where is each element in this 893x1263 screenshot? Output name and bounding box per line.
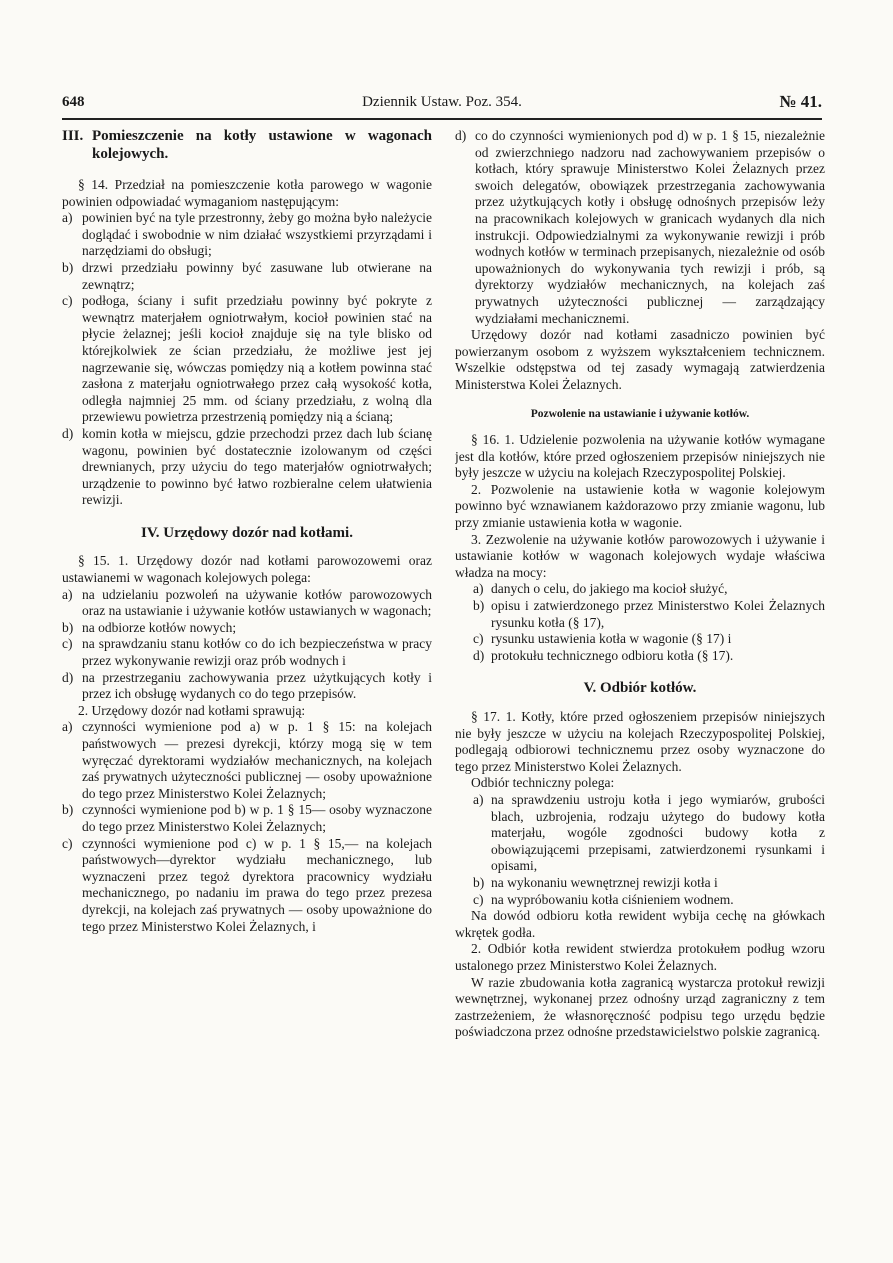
paragraph-16-list — [455, 581, 825, 664]
list-item — [62, 719, 432, 802]
list-label: c) — [62, 636, 73, 652]
section-number: III. — [62, 128, 84, 144]
list-text: czynności wymienione pod a) w p. 1 § 15: na kolejach państwowych — prezesi dyrekcji, którzy mogą się w tem wyręczać dyrektorami wydziałów mechanicznych, na kolejach zaś prywatnych użyteczności publicznej — osoby upoważnione do tego przez Ministerstwo Kolei Żelaznych; — [82, 719, 432, 801]
list-item — [62, 293, 432, 426]
list-item — [473, 648, 825, 665]
list-text: na udzielaniu pozwoleń na używanie kotłów parowozowych oraz na ustawianie i używanie kotłów ustawianych w wagonach; — [82, 586, 432, 619]
list-label: a) — [62, 210, 73, 226]
list-label: d) — [62, 425, 74, 441]
list-text: rysunku ustawienia kotła w wagonie (§ 17) i — [491, 631, 732, 647]
list-label: b) — [62, 619, 74, 635]
page-header — [62, 92, 822, 116]
section-iv-heading: IV. Urzędowy dozór nad kotłami. — [141, 524, 353, 541]
list-item — [62, 426, 432, 509]
list-text: na wykonaniu wewnętrznej rewizji kotła i — [491, 874, 718, 890]
paragraph-16-2: 2. Pozwolenie na ustawienie kotła w wagonie kolejowym powinno być wznawianem każdorazowo przy zmianie wagonu, lub przy zmianie ustawienia kotła w wagonie. — [455, 481, 825, 531]
list-text: protokułu technicznego odbioru kotła (§ 17). — [491, 647, 734, 663]
list-label: a) — [62, 719, 73, 735]
list-text: na odbiorze kotłów nowych; — [82, 619, 237, 635]
list-item — [473, 581, 825, 598]
paragraph-15-list — [62, 587, 432, 703]
list-label: d) — [473, 647, 485, 663]
list-text: na wypróbowaniu kotła ciśnieniem wodnem. — [491, 891, 734, 907]
left-column — [62, 128, 432, 1208]
list-item — [455, 128, 825, 327]
list-item — [62, 802, 432, 835]
paragraph-17-2: 2. Odbiór kotła rewident stwierdza protokułem podług wzoru ustalonego przez Ministerstwo Kolei Żelaznych. — [455, 941, 825, 973]
subsection-heading: Pozwolenie na ustawianie i używanie kotłów. — [530, 407, 750, 420]
paragraph-15-2-intro: 2. Urzędowy dozór nad kotłami sprawują: — [78, 702, 306, 718]
list-label: b) — [62, 802, 74, 818]
list-item — [62, 587, 432, 620]
list-item — [62, 670, 432, 703]
paragraph-14-list — [62, 210, 432, 509]
list-item — [62, 260, 432, 293]
list-text: czynności wymienione pod b) w p. 1 § 15— osoby wyznaczone do tego przez Ministerstwo Kolei Żelaznych; — [82, 802, 432, 834]
section-title: Pomieszczenie na kotły ustawione w wagonach kolejowych. — [92, 128, 432, 162]
page-number: 648 — [62, 94, 85, 110]
list-label: a) — [473, 791, 484, 807]
list-label: b) — [473, 598, 485, 614]
list-text: co do czynności wymienionych pod d) w p. 1 § 15, niezależnie od zwierzchniego nadzoru nad zachowywaniem przepisów o kotłach, który sprawuje Ministerstwo Kolei Żelaznych przez swoich delegatów, obowiązek przestrzegania zachowywania przez użytkujących kotły i obsługę odnośnych przepisów leży na pracownikach kolejowych w granicach wydanych dla nich instrukcji. Odpowiedzialnymi za wykonywanie rewizji i prób wodnych kotłów w terminach przepisanych, niezależnie od osób upoważnionych do wykonywania tych rewizji i prób, są dyrektorzy wydziałów mechanicznych, na kolejach zaś prywatnych użyteczności publicznej — zarządzający wydziałami mechanicznemi. — [475, 128, 825, 326]
list-label: a) — [62, 586, 73, 602]
issue-number: № 41. — [779, 92, 822, 111]
paragraph-14-intro: § 14. Przedział na pomieszczenie kotła parowego w wagonie powinien odpowiadać wymaganiom następującym: — [62, 177, 432, 209]
list-text: powinien być na tyle przestronny, żeby go można było należycie doglądać i swobodnie w nim działać wszystkiemi przyrządami i narzędziami do obsługi; — [82, 210, 432, 259]
paragraph-15-closing: Urzędowy dozór nad kotłami zasadniczo powinien być powierzanym osobom z wyższem wykształceniem technicznem. Wszelkie odstępstwa od tej zasady wymagają zatwierdzenia Ministerstwa Kolei Żelaznych. — [455, 327, 825, 392]
list-label: a) — [473, 581, 484, 597]
paragraph-16-1: § 16. 1. Udzielenie pozwolenia na używanie kotłów wymagane jest dla kotłów, które przed ogłoszeniem przepisów niniejszych nie były jeszcze w użyciu na kolejach Rzeczypospolitej Polskiej. — [455, 432, 825, 481]
journal-title: Dziennik Ustaw. Poz. 354. — [362, 94, 522, 110]
list-text: podłoga, ściany i sufit przedziału powinny być pokryte z wewnątrz materjałem ogniotrwałym, kocioł powinien stać na płycie żelaznej; jeśli kocioł znajduje się na tyle blisko od którejkolwiek ze ścian przedziału, że możliwe jest jej nagrzewanie się, wówczas pomiędzy nią a kotłem powinna stać zasłona z materjału ogniotrwałego przez całą wysokość kotła, odległa najmniej 25 mm. od ściany przedziału, z wolną dla przewiewu powietrza przestrzenią pomiędzy nią a ścianą; — [82, 293, 432, 425]
list-label: c) — [62, 293, 73, 309]
list-label: d) — [62, 669, 74, 685]
header-rule — [62, 118, 822, 120]
list-text: na sprawdzeniu ustroju kotła i jego wymiarów, grubości blach, uzbrojenia, rodzaju użytego do budowy kotła materjału, wogóle zgodności budowy kotła z obowiązującemi przepisami, zatwierdzonemi rysunkami i opisami, — [491, 791, 825, 874]
paragraph-15-intro: § 15. 1. Urzędowy dozór nad kotłami parowozowemi oraz ustawianemi w wagonach kolejowych polega: — [62, 553, 432, 586]
paragraph-17-3: W razie zbudowania kotła zagranicą wystarcza protokuł rewizji wewnętrznej, wykonanej przez odnośny urząd zagraniczny z tem zastrzeżeniem, że własnoręczność podpisu tego urzędu będzie poświadczona przez odnośne przedstawicielstwo polskie zagranicą. — [455, 974, 825, 1040]
paragraph-17-list — [455, 792, 825, 908]
paragraph-17-odbior: Odbiór techniczny polega: — [471, 775, 615, 791]
paragraph-17-1: § 17. 1. Kotły, które przed ogłoszeniem przepisów niniejszych nie były jeszcze w użyciu na kolejach Rzeczypospolitej Polskiej, podlegają odbiorowi technicznemu przez osoby wyznaczone do tego przez Ministerstwo Kolei Żelaznych. — [455, 709, 825, 774]
list-label: b) — [62, 259, 74, 275]
list-item — [62, 836, 432, 936]
list-item — [62, 210, 432, 260]
list-label: b) — [473, 874, 485, 890]
list-text: danych o celu, do jakiego ma kocioł służyć, — [491, 581, 728, 597]
list-text: na przestrzeganiu zachowywania przez użytkujących kotły i przez ich obsługę wydanych co do tego przepisów. — [82, 669, 432, 702]
list-label: c) — [473, 631, 484, 647]
list-label: c) — [62, 835, 73, 851]
list-item — [473, 892, 825, 909]
paragraph-17-dowod: Na dowód odbioru kotła rewident wybija cechę na główkach wkrętek godła. — [455, 908, 825, 940]
paragraph-15-2-list — [62, 719, 432, 935]
list-text: czynności wymienione pod c) w p. 1 § 15,— na kolejach państwowych—dyrektor wydziału mechanicznego, lub wyznaczeni przez tegoż dyrektora pracownicy wydziału mechanicznego, po nadaniu im prawa do tego przez prezesa dyrekcji, na kolejach zaś prywatnych — osoby upoważnione do tego przez Ministerstwo Kolei Żelaznych, i — [82, 835, 432, 934]
list-label: c) — [473, 891, 484, 907]
list-item — [473, 792, 825, 875]
section-iii-heading — [62, 128, 432, 163]
right-column — [455, 128, 825, 1208]
list-text: drzwi przedziału powinny być zasuwane lub otwierane na zewnątrz; — [82, 259, 432, 292]
list-item — [473, 598, 825, 631]
list-item — [473, 875, 825, 892]
paragraph-16-3: 3. Zezwolenie na używanie kotłów parowozowych i używanie i ustawianie kotłów w wagonach kolejowych wydaje właściwa władza na mocy: — [455, 531, 825, 580]
list-item — [62, 636, 432, 669]
list-text: na sprawdzaniu stanu kotłów co do ich bezpieczeństwa w pracy przez wykonywanie rewizji oraz prób wodnych i — [82, 636, 432, 669]
list-item — [62, 620, 432, 637]
list-text: opisu i zatwierdzonego przez Ministerstwo Kolei Żelaznych rysunku kotła (§ 17), — [491, 598, 825, 630]
list-text: komin kotła w miejscu, gdzie przechodzi przez dach lub ścianę wagonu, powinien być dostatecznie izolowanym od części drewnianych, przy użyciu do tego materjałów ogniotrwałych; urządzenie to powinno być łatwo rozbieralne celem ułatwienia rewizji. — [82, 425, 432, 508]
list-item — [473, 631, 825, 648]
section-v-heading: V. Odbiór kotłów. — [583, 680, 697, 697]
list-label: d) — [455, 128, 467, 143]
